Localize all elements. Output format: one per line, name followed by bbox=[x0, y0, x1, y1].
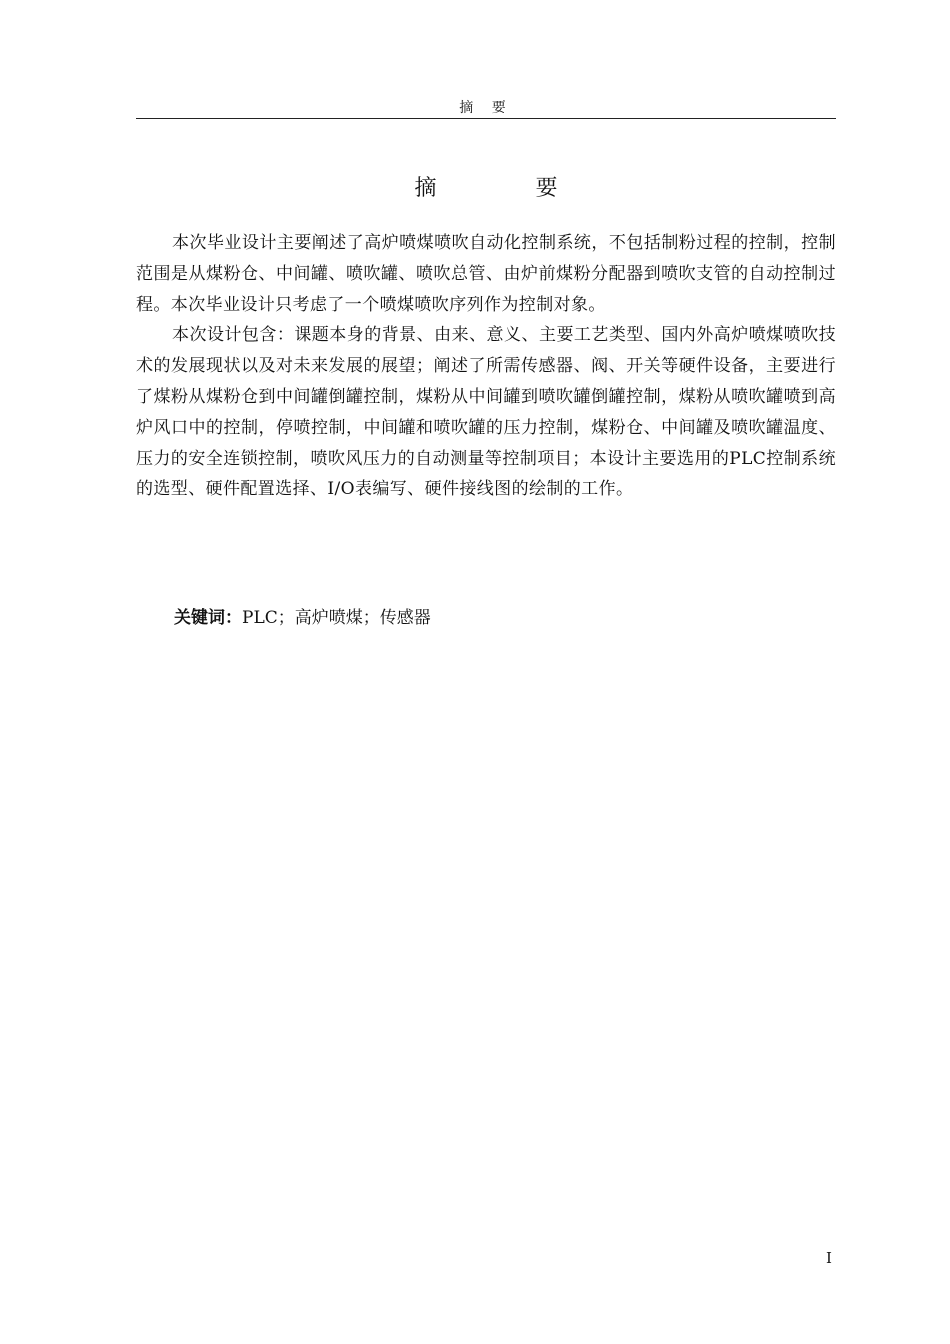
abstract-paragraph-2: 本次设计包含：课题本身的背景、由来、意义、主要工艺类型、国内外高炉喷煤喷吹技术的发展现状以及对未来发展的展望；阐述了所需传感器、阀、开关等硬件设备，主要进行了煤粉从煤粉仓到中间罐倒罐控制，煤粉从中间罐到喷吹罐倒罐控制，煤粉从喷吹罐喷到高炉风口中的控制，停喷控制，中间罐和喷吹罐的压力控制，煤粉仓、中间罐及喷吹罐温度、压力的安全连锁控制，喷吹风压力的自动测量等控制项目；本设计主要选用的PLC控制系统的选型、硬件配置选择、I/O表编写、硬件接线图的绘制的工作。 bbox=[136, 325, 836, 500]
keywords-value: PLC；高炉喷煤；传感器 bbox=[242, 608, 431, 628]
keywords-label: 关键词： bbox=[174, 608, 242, 628]
page-number: I bbox=[826, 1249, 832, 1267]
keywords-line bbox=[174, 604, 431, 632]
page-title: 摘 要 bbox=[414, 176, 604, 201]
running-header-title: 摘 要 bbox=[459, 100, 513, 116]
running-header bbox=[136, 98, 836, 119]
abstract-body bbox=[136, 228, 836, 505]
abstract-paragraph-1: 本次毕业设计主要阐述了高炉喷煤喷吹自动化控制系统，不包括制粉过程的控制，控制范围是从煤粉仓、中间罐、喷吹罐、喷吹总管、由炉前煤粉分配器到喷吹支管的自动控制过程。本次毕业设计只考虑了一个喷煤喷吹序列作为控制对象。 bbox=[136, 233, 836, 315]
